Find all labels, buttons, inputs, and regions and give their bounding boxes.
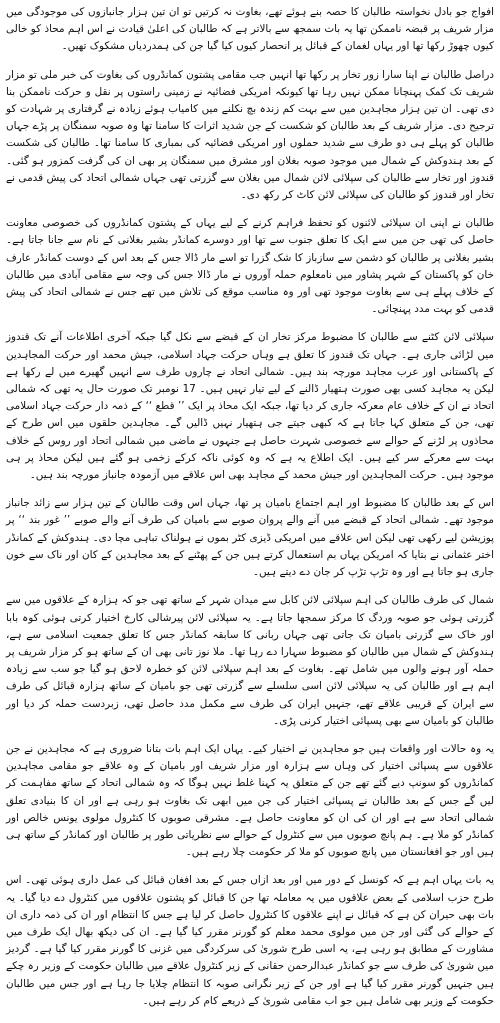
paragraph: شمال کی طرف طالبان کی اہم سپلائی لائن کابل سے میدان شہر کے ساتھ تھی جو کہ ہزارہ کے علاقوں میں سے گزرتی ہوئی جو صوبہ وردگ کا مرکز سمجھا جاتا ہے۔ یہ سپلائی لائن پیرشالی کارخ اختیار کرتی ہوئی کوہ بابا اور خاک سے گزرتی بامیان تک جاتی تھی جہاں ربانی کا سابقہ کمانڈر جس کا تعلق جمعیت اسلامی سے ہے، ہندوکش کے شمال میں طالبان کو مضبوط سہارا دے رہا تھا۔ ملا نوز تانی بھی ان کے ساتھ ہو کر مزار شریف پر حملہ آور ہونے والوں میں شامل تھے۔ بغاوت کے بعد اہم سپلائی لائن کو خطرہ لاحق ہو گیا جو سب سے زیادہ اہم ہے اور طالبان کی یہ سپلائی لائن اسی سلسلے سے گزرتی تھی جو بامیان کے ساتھ ہزارہ قبائل کی طرف سے ایران کے قریبی علاقے تھے، جنہیں ایران کی طرف سے مکمل مدد حاصل تھی، زبردست حملہ کر دیا اور طالبان کو بامیان سے بھی پسپائی اختیار کرنی پڑی۔ (6, 594, 494, 727)
paragraph: طالبان نے اپنی ان سپلائی لائنوں کو تحفظ فراہم کرنے کے لیے یہاں کے پشتون کمانڈروں کی خصوصی معاونت حاصل کی تھی جن میں سے ایک کا تعلق جنوب سے تھا اور دوسرے کمانڈر بشیر بغلانی کے نام سے جانا جاتا ہے۔ بشیر بغلانی پر طالبان کو دشمن سے سازباز کا شک گزرا تو اسے مار ڈالا جس کے بعد اس کے دوست کمانڈر عارف خان کو پاکستان کے شہر پشاور میں نامعلوم حملہ آوروں نے مار ڈالا جس کی وجہ سے مقامی آبادی میں طالبان کے خلاف پہلے ہی سے بغاوت موجود تھی اور وہ مناسب موقع کی تلاش میں تھے جس نے شمالی اتحاد کی پیش قدمی کو بہت مدد پہنچائی۔ (6, 217, 494, 316)
paragraph: یہ وہ حالات اور واقعات ہیں جو مجاہدین نے اختیار کیے۔ یہاں ایک اہم بات بتانا ضروری ہے کہ مجاہدین نے جن علاقوں سے پسپائی اختیار کی وہاں سے ہزارہ اور مزار شریف اور بامیان کے وہ علاقے جو مقامی مجاہدین کمانڈروں کو سونپ دیے گئے تھے جن کے متعلق یہ کہنا غلط نہیں ہوگا کہ وہ شمالی اتحاد کے ساتھ مفاہمت کر لیں گے جس کے بعد طالبان نے پسپائی اختیار کی جن میں ابھی تک بغاوت ہو رہی ہے اور ان کا بنیادی تعلق شمالی اتحاد سے ہے اور ان کی ان کو معاونت حاصل ہے۔ مشرقی صوبوں کا کنٹرول مولوی یونس خالص اور کمانڈر کو ملا ہے۔ ہم پانچ صوبوں میں سے کنٹرول کے حوالے سے نظریاتی طور پر طالبان اور کمانڈر کے ساتھ ہی ہیں اور جو افغانستان میں پانچ صوبوں کو ملا کر حکومت چلا رہے ہیں۔ (6, 742, 494, 859)
paragraph: دراصل طالبان نے اپنا سارا زور تخار پر رکھا تھا انہیں جب مقامی پشتون کمانڈروں کی بغاوت کی خبر ملی تو مزار شریف تک کمک پہنچانا ممکن نہیں رہا تھا کیونکہ امریکی فضائیہ نے زمینی راستوں پر نقل و حرکت ناممکن بنا دی تھی۔ ان تین ہزار مجاہدین میں سے بہت کم زندہ بچ نکلنے میں کامیاب ہوئے زیادہ نے گرفتاری پر شہادت کو ترجیح دی۔ مزار شریف کے بعد طالبان کو شکست کے جن شدید اثرات کا سامنا تھا وہ صوبہ سمنگان پر پڑے جہاں طالبان کو پہلے ہی دو طرف سے شدید حملوں اور امریکی فضائیہ کی بمباری کا سامنا تھا۔ طالبان کی شکست کے بعد ہندوکش کے شمال میں موجود صوبہ بغلان اور مشرق میں سمنگان پر بھی ان کی گرفت کمزور ہو گئی۔ قندوز اور تخار سے طالبان کی سپلائی لائن شمال میں بغلان سے گزرتی تھی جہاں شمالی اتحاد کی پیش قدمی نے تخار اور قندوز کو طالبان کی سپلائی لائن کاٹ کر رکھ دی۔ (6, 68, 494, 202)
paragraph: اس کے بعد طالبان کا مضبوط اور اہم اجتماع بامیان پر تھا، جہاں اس وقت طالبان کے تین ہزار سے زائد جانباز موجود تھے۔ شمالی اتحاد کے قبضے میں آنے والے پروان صوبے سے بامیان کی طرف آنے والے صوبے ’’ غور بند ‘‘ پر پوزیشن لیے رکھی تھی لیکن اس علاقے میں امریکی ڈیزی کٹر بموں نے ہولناک تباہی مچا دی۔ ہندوکش کے کمانڈر اختر عثمانی نے بتایا کہ امریکن یہاں بم استعمال کرتے ہیں جن کے پھٹنے کے بعد مجاہدین کے کان اور ناک سے خون جاری ہو جاتا ہے اور وہ تڑپ تڑپ کر جان دے دیتے ہیں۔ (6, 497, 494, 579)
paragraph: سپلائی لائن کٹنے سے طالبان کا مضبوط مرکز تخار ان کے قبضے سے نکل گیا جبکہ آخری اطلاعات آنے تک قندوز میں لڑائی جاری ہے۔ جہاں تک قندوز کا تعلق ہے وہاں حرکت جہاد اسلامی، جیش محمد اور حرکت المجاہدین کے پاکستانی اور عرب مجاہد مورچہ بند ہیں۔ شمالی اتحاد نے چاروں طرف سے انہیں گھیرے میں لے رکھا ہے لیکن یہ مجاہد کسی بھی صورت ہتھیار ڈالنے کے لیے تیار نہیں ہیں۔ 17 نومبر تک صورت حال یہ تھی کہ شمالی اتحاد نے ان کے خلاف عام معرکہ جاری کر دیا تھا، جبکہ ایک محاذ پر ایک ’’ قطع ‘‘ کے ذمہ دار حرکت جہاد اسلامی تھی، جن کے متعلق کہا جاتا ہے کہ کبھی جیتے جی ہتھیار نہیں ڈالیں گے۔ مجاہدین حلقوں میں اس طرح کے محاذوں پر لڑنے کے حوالے سے خصوصی شہرت حاصل ہے جنہوں نے ماضی میں شمالی اتحاد اور روس کے خلاف بہت سے معرکے سر کیے ہیں۔ ایک اطلاع یہ ہے کہ وہ کوئی ناکہ کرکے زخمی ہو گئے ہیں لیکن محاذ پر ہی موجود ہیں۔ حرکت المجاہدین اور جیش محمد کے مجاہد بھی اس علاقے میں آزمودہ جانباز مورچہ بند ہیں۔ (6, 331, 494, 482)
paragraph: یہ بات یہاں اہم ہے کہ کونسل کے دور میں اور بعد ازاں جس کے بعد افغان قبائل کی عمل داری ہوئی تھی۔ اس طرح حزب اسلامی کے بعض علاقوں میں یہ معاملہ تھا جن کا قبائل کو پشتون علاقوں میں کنٹرول دے دیا گیا۔ یہ بات بھی حیران کن ہے کہ قبائل نے اپنے علاقوں کا کنٹرول حاصل کر لیا ہے جس کا انتظام اور ان کی ذمہ داری ان کے حوالے کی گئی اور جن میں مولوی محمد معلم کو گورنر مقرر کیا گیا ہے۔ ان کی دیکھ بھال ایک طرف میں مشاورت کے مطابق ہو رہی ہے، یہ اسی طرح شوریٰ کی سرکردگی میں غزنی کا گورنر مقرر کیا گیا ہے۔ گردیز میں شوریٰ کی طرف سے جو کمانڈر عبدالرحمن حقانی کے زیر کنٹرول علاقے میں طالبان حکومت کے وزیر رہ چکے ہیں جنہیں گورنر مقرر کیا گیا ہے اور جن کے زیر نگرانی صوبہ کا انتظام چلایا جا رہا ہے اور جس میں طالبان حکومت کے وزیر بھی شامل ہیں جو اب مقامی شوریٰ کے ذریعے کام کر رہے ہیں۔ (6, 874, 494, 1007)
paragraph: افواج جو بادل نخواستہ طالبان کا حصہ بنے ہوئے تھے، بغاوت نہ کرتیں تو ان تین ہزار جانبازوں کی موجودگی میں مزار شریف پر قبضہ ناممکن تھا یہ بات سمجھ سے بالاتر ہے کہ طالبان کی اعلیٰ قیادت نے اس اہم محاذ کو خالی کیوں چھوڑ رکھا تھا اور یہاں لغمان کے قبائل پر انحصار کیوں کیا گیا جن کی ہمدردیاں مشکوک تھیں۔ (6, 6, 494, 53)
